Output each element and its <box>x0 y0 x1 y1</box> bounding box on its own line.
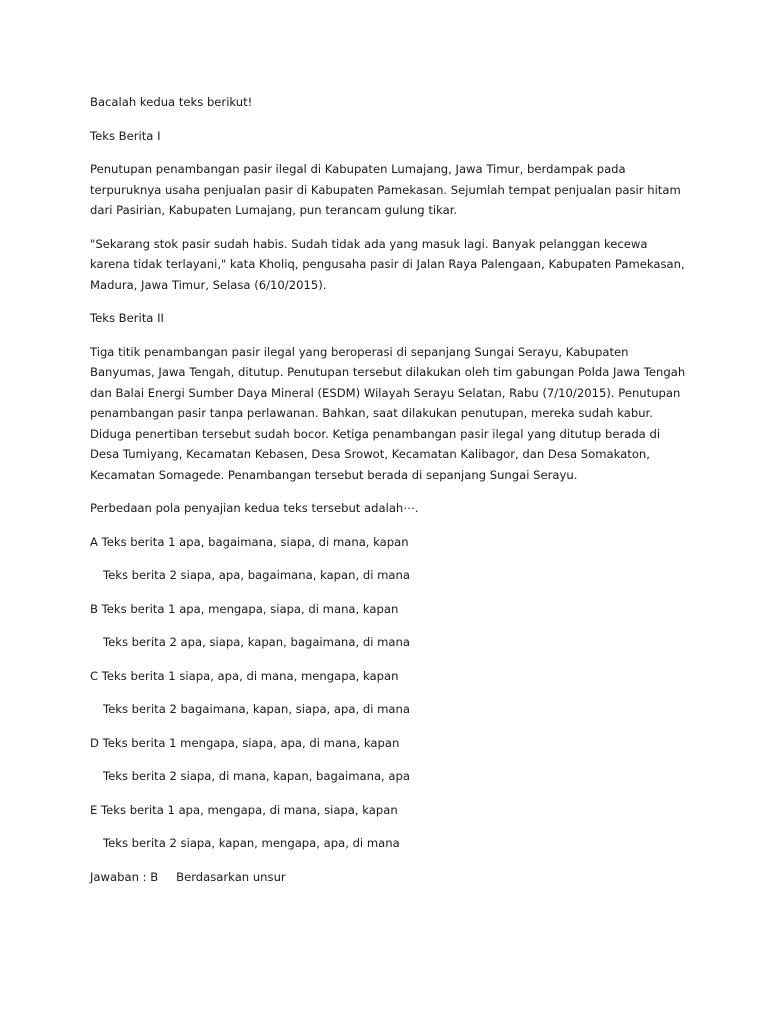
option-a-line2: Teks berita 2 siapa, apa, bagaimana, kapan, di mana <box>103 568 410 582</box>
text2-paragraph: Tiga titik penambangan pasir ilegal yang beroperasi di sepanjang Sungai Serayu, Kabupaten Banyumas, Jawa Tengah, ditutup. Penutupan tersebut dilakukan oleh tim gabungan Polda Jawa Tengah dan Balai Energi Sumber Daya Mineral (ESDM) Wilayah Serayu Selatan, Rabu (7/10/2015). Penutupan penambangan pasir tanpa perlawanan. Bahkan, saat dilakukan penutupan, mereka sudah kabur. Diduga penertiban tersebut sudah bocor. Ketiga penambangan pasir ilegal yang ditutup berada di Desa Tumiyang, Kecamatan Kebasen, Desa Srowot, Kecamatan Kalibagor, dan Desa Somakaton, Kecamatan Somagede. Penambangan tersebut berada di sepanjang Sungai Serayu. <box>90 344 686 482</box>
option-b-line2: Teks berita 2 apa, siapa, kapan, bagaimana, di mana <box>103 635 410 649</box>
instruction: Bacalah kedua teks berikut! <box>90 95 253 109</box>
option-e-line2: Teks berita 2 siapa, kapan, mengapa, apa, di mana <box>103 836 400 850</box>
option-c-line1: C Teks berita 1 siapa, apa, di mana, mengapa, kapan <box>90 668 399 683</box>
document-body <box>90 92 690 900</box>
text1-paragraph-2: "Sekarang stok pasir sudah habis. Sudah tidak ada yang masuk lagi. Banyak pelanggan kecewa karena tidak terlayani," kata Kholiq, pengusaha pasir di Jalan Raya Palengaan, Kabupaten Pamekasan, Madura, Jawa Timur, Selasa (6/10/2015). <box>90 236 685 292</box>
option-a-line1: A Teks berita 1 apa, bagaimana, siapa, di mana, kapan <box>90 534 409 549</box>
answer-line <box>90 867 690 888</box>
answer-label: Jawaban : B <box>90 869 159 884</box>
text2-heading: Teks Berita II <box>90 311 164 325</box>
option-d-line1: D Teks berita 1 mengapa, siapa, apa, di mana, kapan <box>90 735 400 750</box>
question: Perbedaan pola penyajian kedua teks tersebut adalah⋯. <box>90 501 419 515</box>
answer-note: Berdasarkan unsur <box>176 869 286 884</box>
option-b-line1: B Teks berita 1 apa, mengapa, siapa, di mana, kapan <box>90 601 399 616</box>
text1-heading: Teks Berita I <box>90 128 161 143</box>
option-e-line1: E Teks berita 1 apa, mengapa, di mana, siapa, kapan <box>90 802 398 817</box>
option-c-line2: Teks berita 2 bagaimana, kapan, siapa, apa, di mana <box>103 702 410 716</box>
option-d-line2: Teks berita 2 siapa, di mana, kapan, bagaimana, apa <box>103 769 410 783</box>
text1-paragraph-1: Penutupan penambangan pasir ilegal di Kabupaten Lumajang, Jawa Timur, berdampak pada terpuruknya usaha penjualan pasir di Kabupaten Pamekasan. Sejumlah tempat penjualan pasir hitam dari Pasirian, Kabupaten Lumajang, pun terancam gulung tikar. <box>90 162 681 217</box>
